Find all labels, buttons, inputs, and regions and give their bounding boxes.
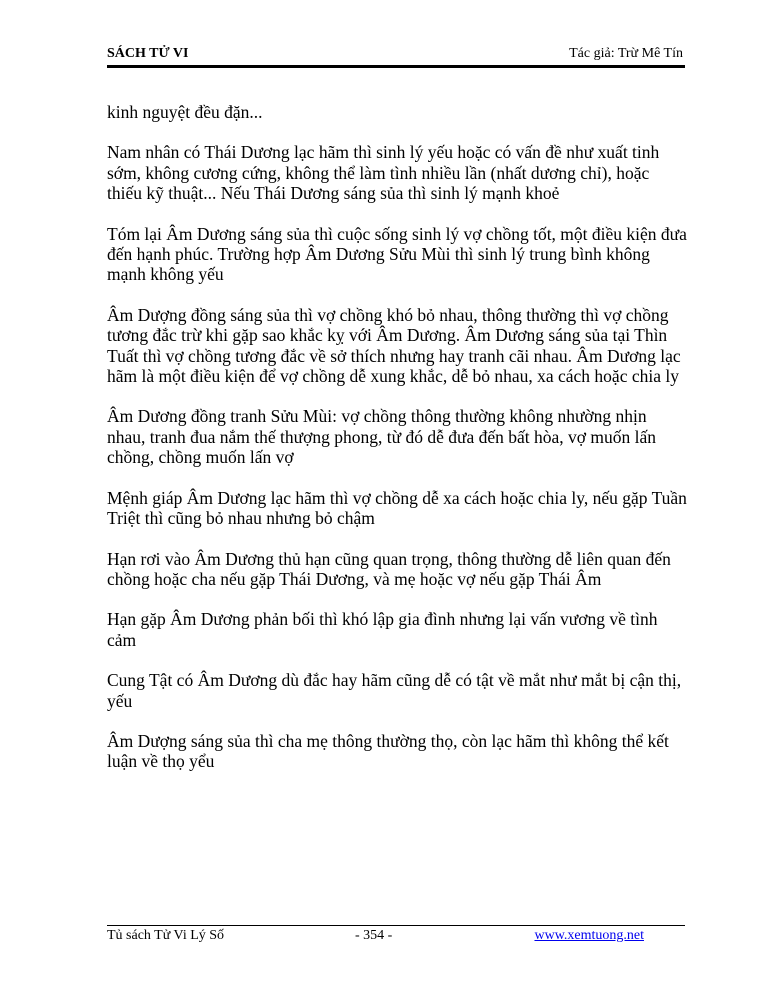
page-body	[107, 102, 687, 792]
paragraph: kinh nguyệt đều đặn...	[107, 102, 263, 122]
page-header	[107, 46, 685, 66]
book-title: SÁCH TỬ VI	[107, 46, 189, 61]
paragraph: Âm Dượng sáng sủa thì cha mẹ thông thường thọ, còn lạc hãm thì không thể kết luận về thọ yểu	[107, 730, 669, 772]
paragraph: Âm Dượng đồng sáng sủa thì vợ chồng khó bỏ nhau, thông thường thì vợ chồng tương đắc trừ khi gặp sao khắc kỵ với Âm Dương. Âm Dương sáng sủa tại Thìn Tuất thì vợ chồng tương đắc về sở thích nhưng hay tranh cãi nhau. Âm Dương lạc hãm là một điều kiện để vợ chồng dễ xung khắc, dễ bỏ nhau, xa cách hoặc chia ly	[107, 304, 681, 387]
paragraph: Cung Tật có Âm Dương dù đắc hay hãm cũng dễ có tật về mắt như mắt bị cận thị, yếu	[107, 670, 682, 711]
series-name: Tủ sách Tử Vi Lý Số	[107, 928, 225, 943]
paragraph: Hạn rơi vào Âm Dương thủ hạn cũng quan trọng, thông thường dễ liên quan đến chồng hoặc cha nếu gặp Thái Dương, và mẹ hoặc vợ nếu gặp Thái Âm	[107, 548, 671, 589]
paragraph: Hạn gặp Âm Dương phản bối thì khó lập gia đình nhưng lại vấn vương về tình cảm	[107, 609, 658, 650]
website-link[interactable]: www.xemtuong.net	[534, 928, 644, 943]
header-divider	[107, 65, 685, 68]
page-number: - 354 -	[355, 928, 393, 943]
paragraph: Tóm lại Âm Dương sáng sủa thì cuộc sống sinh lý vợ chồng tốt, một điều kiện đưa đến hạnh phúc. Trường hợp Âm Dương Sửu Mùi thì sinh lý trung bình không mạnh không yếu	[107, 223, 687, 285]
page-footer	[107, 928, 685, 946]
paragraph: Nam nhân có Thái Dương lạc hãm thì sinh lý yếu hoặc có vấn đề như xuất tinh sớm, không cương cứng, không thể làm tình nhiều lần (nhất dương chỉ), hoặc thiếu kỹ thuật... Nếu Thái Dương sáng sủa thì sinh lý mạnh khoẻ	[107, 142, 660, 204]
paragraph: Âm Dương đồng tranh Sửu Mùi: vợ chồng thông thường không nhường nhịn nhau, tranh đua nắm thế thượng phong, từ đó dễ đưa đến bất hòa, vợ muốn lấn chồng, chồng muốn lấn vợ	[107, 406, 657, 468]
author-label: Tác giả: Trừ Mê Tín	[569, 46, 683, 61]
paragraph: Mệnh giáp Âm Dương lạc hãm thì vợ chồng dễ xa cách hoặc chia ly, nếu gặp Tuần Triệt thì cũng bỏ nhau nhưng bỏ chậm	[107, 487, 687, 529]
footer-divider	[107, 925, 685, 926]
